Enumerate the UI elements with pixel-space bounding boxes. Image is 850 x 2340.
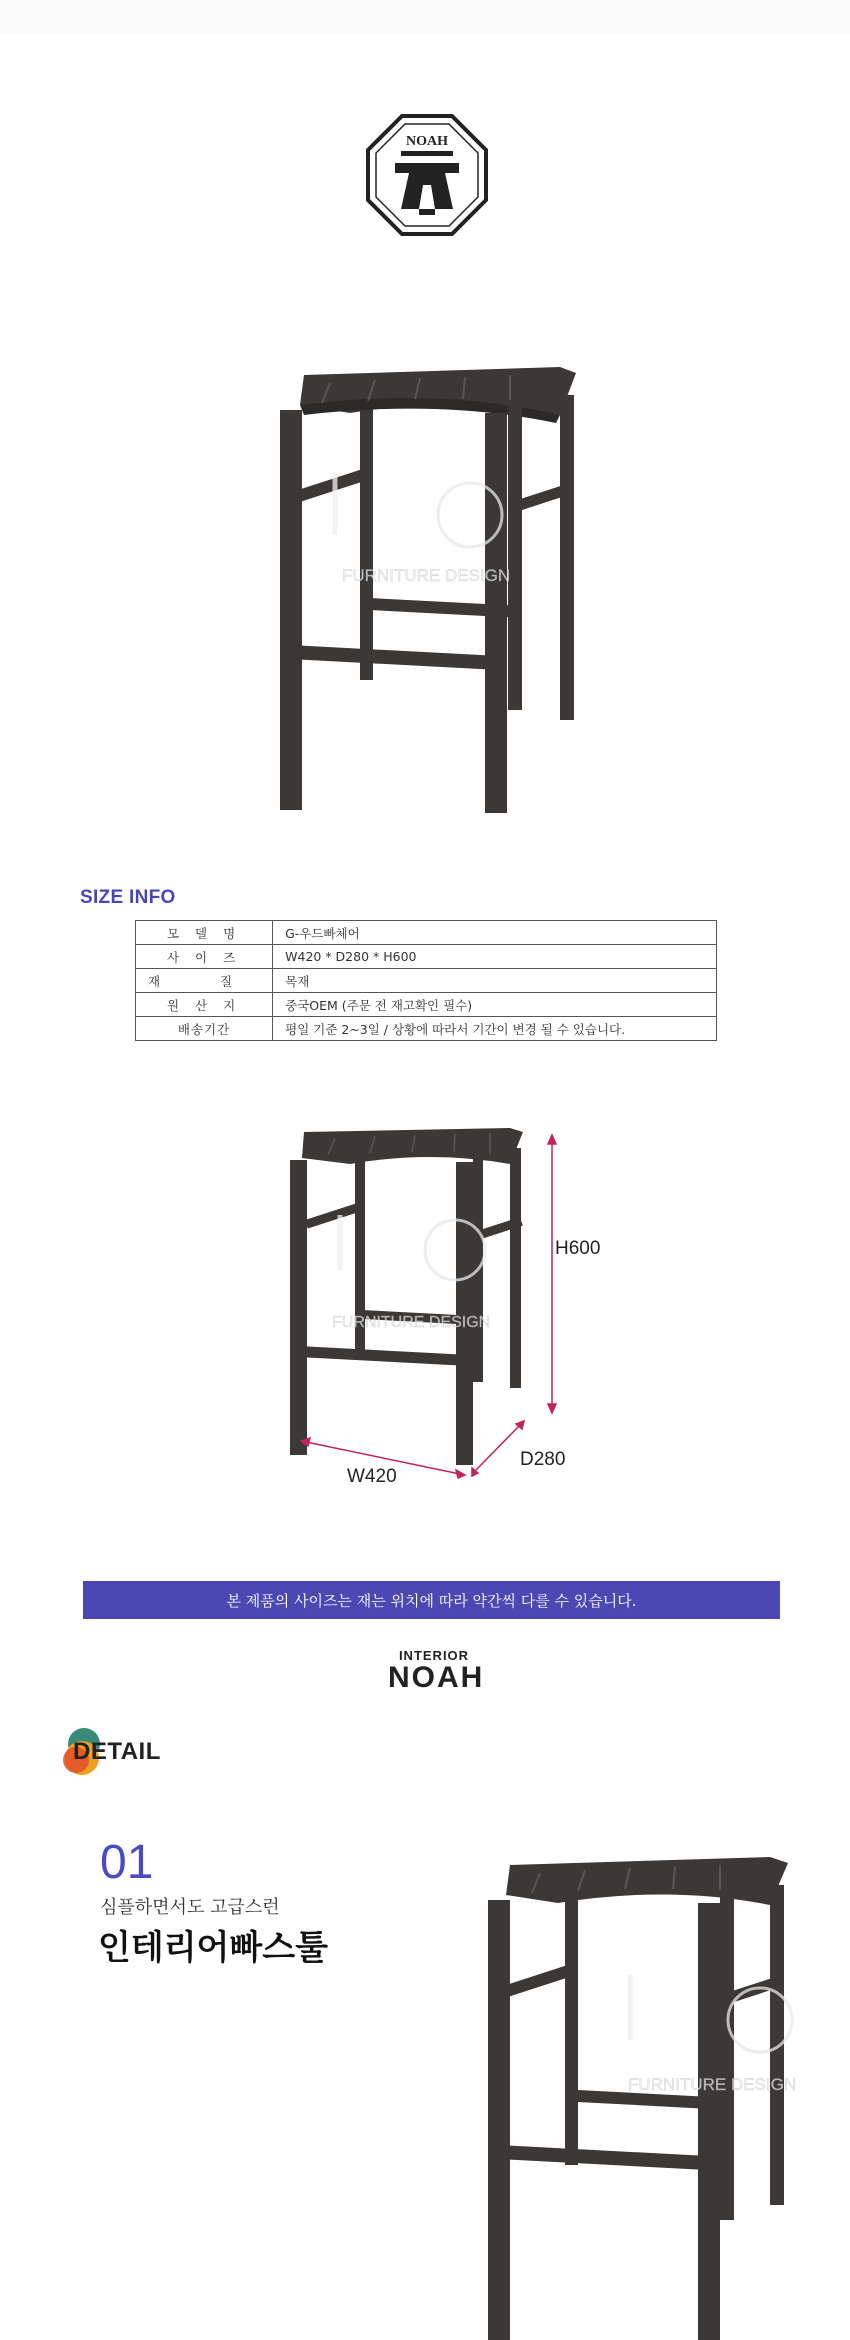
- interior-noah-logo: [388, 1648, 485, 1694]
- spec-value: 목재: [273, 969, 717, 993]
- stool-dimension-diagram: [280, 1120, 600, 1490]
- size-notice-banner: 본 제품의 사이즈는 재는 위치에 따라 약간씩 다를 수 있습니다.: [83, 1581, 780, 1619]
- spec-key: 모 델 명: [136, 921, 273, 945]
- stool-photo-detail: [470, 1845, 830, 2340]
- top-band: [0, 0, 850, 34]
- section-number: 01: [100, 1836, 154, 1889]
- size-info-title: SIZE INFO: [80, 887, 176, 908]
- table-row: [136, 969, 717, 993]
- spec-value: W420 * D280 * H600: [273, 945, 717, 969]
- brand-big-text: NOAH: [388, 1661, 485, 1694]
- dimension-depth-label: D280: [520, 1449, 566, 1470]
- size-info-table: [135, 920, 717, 1041]
- spec-key: 원 산 지: [136, 993, 273, 1017]
- watermark-text: FURNITURE DESIGN: [332, 1314, 491, 1331]
- stool-photo-main: [260, 355, 620, 835]
- spec-value: G-우드빠체어: [273, 921, 717, 945]
- spec-key: 배송기간: [136, 1017, 273, 1041]
- detail-label: DETAIL: [73, 1738, 161, 1765]
- watermark-text: FURNITURE DESIGN: [628, 2075, 797, 2094]
- brand-small-text: INTERIOR: [398, 1648, 470, 1663]
- table-row: [136, 945, 717, 969]
- watermark-text: FURNITURE DESIGN: [342, 566, 511, 585]
- spec-value: 평일 기준 2~3일 / 상황에 따라서 기간이 변경 될 수 있습니다.: [273, 1017, 717, 1041]
- logo-text: NOAH: [406, 134, 448, 149]
- section-headline: 인테리어빠스툴: [98, 1928, 328, 1968]
- dimension-width-label: W420: [347, 1466, 397, 1487]
- table-row: [136, 1017, 717, 1041]
- section-subtitle: 심플하면서도 고급스런: [100, 1897, 280, 1918]
- dimension-height-label: H600: [555, 1238, 601, 1259]
- noah-logo: [365, 113, 489, 237]
- table-row: [136, 921, 717, 945]
- spec-value: 중국OEM (주문 전 재고확인 필수): [273, 993, 717, 1017]
- spec-key: 사 이 즈: [136, 945, 273, 969]
- table-row: [136, 993, 717, 1017]
- spec-key: 재 질: [136, 969, 273, 993]
